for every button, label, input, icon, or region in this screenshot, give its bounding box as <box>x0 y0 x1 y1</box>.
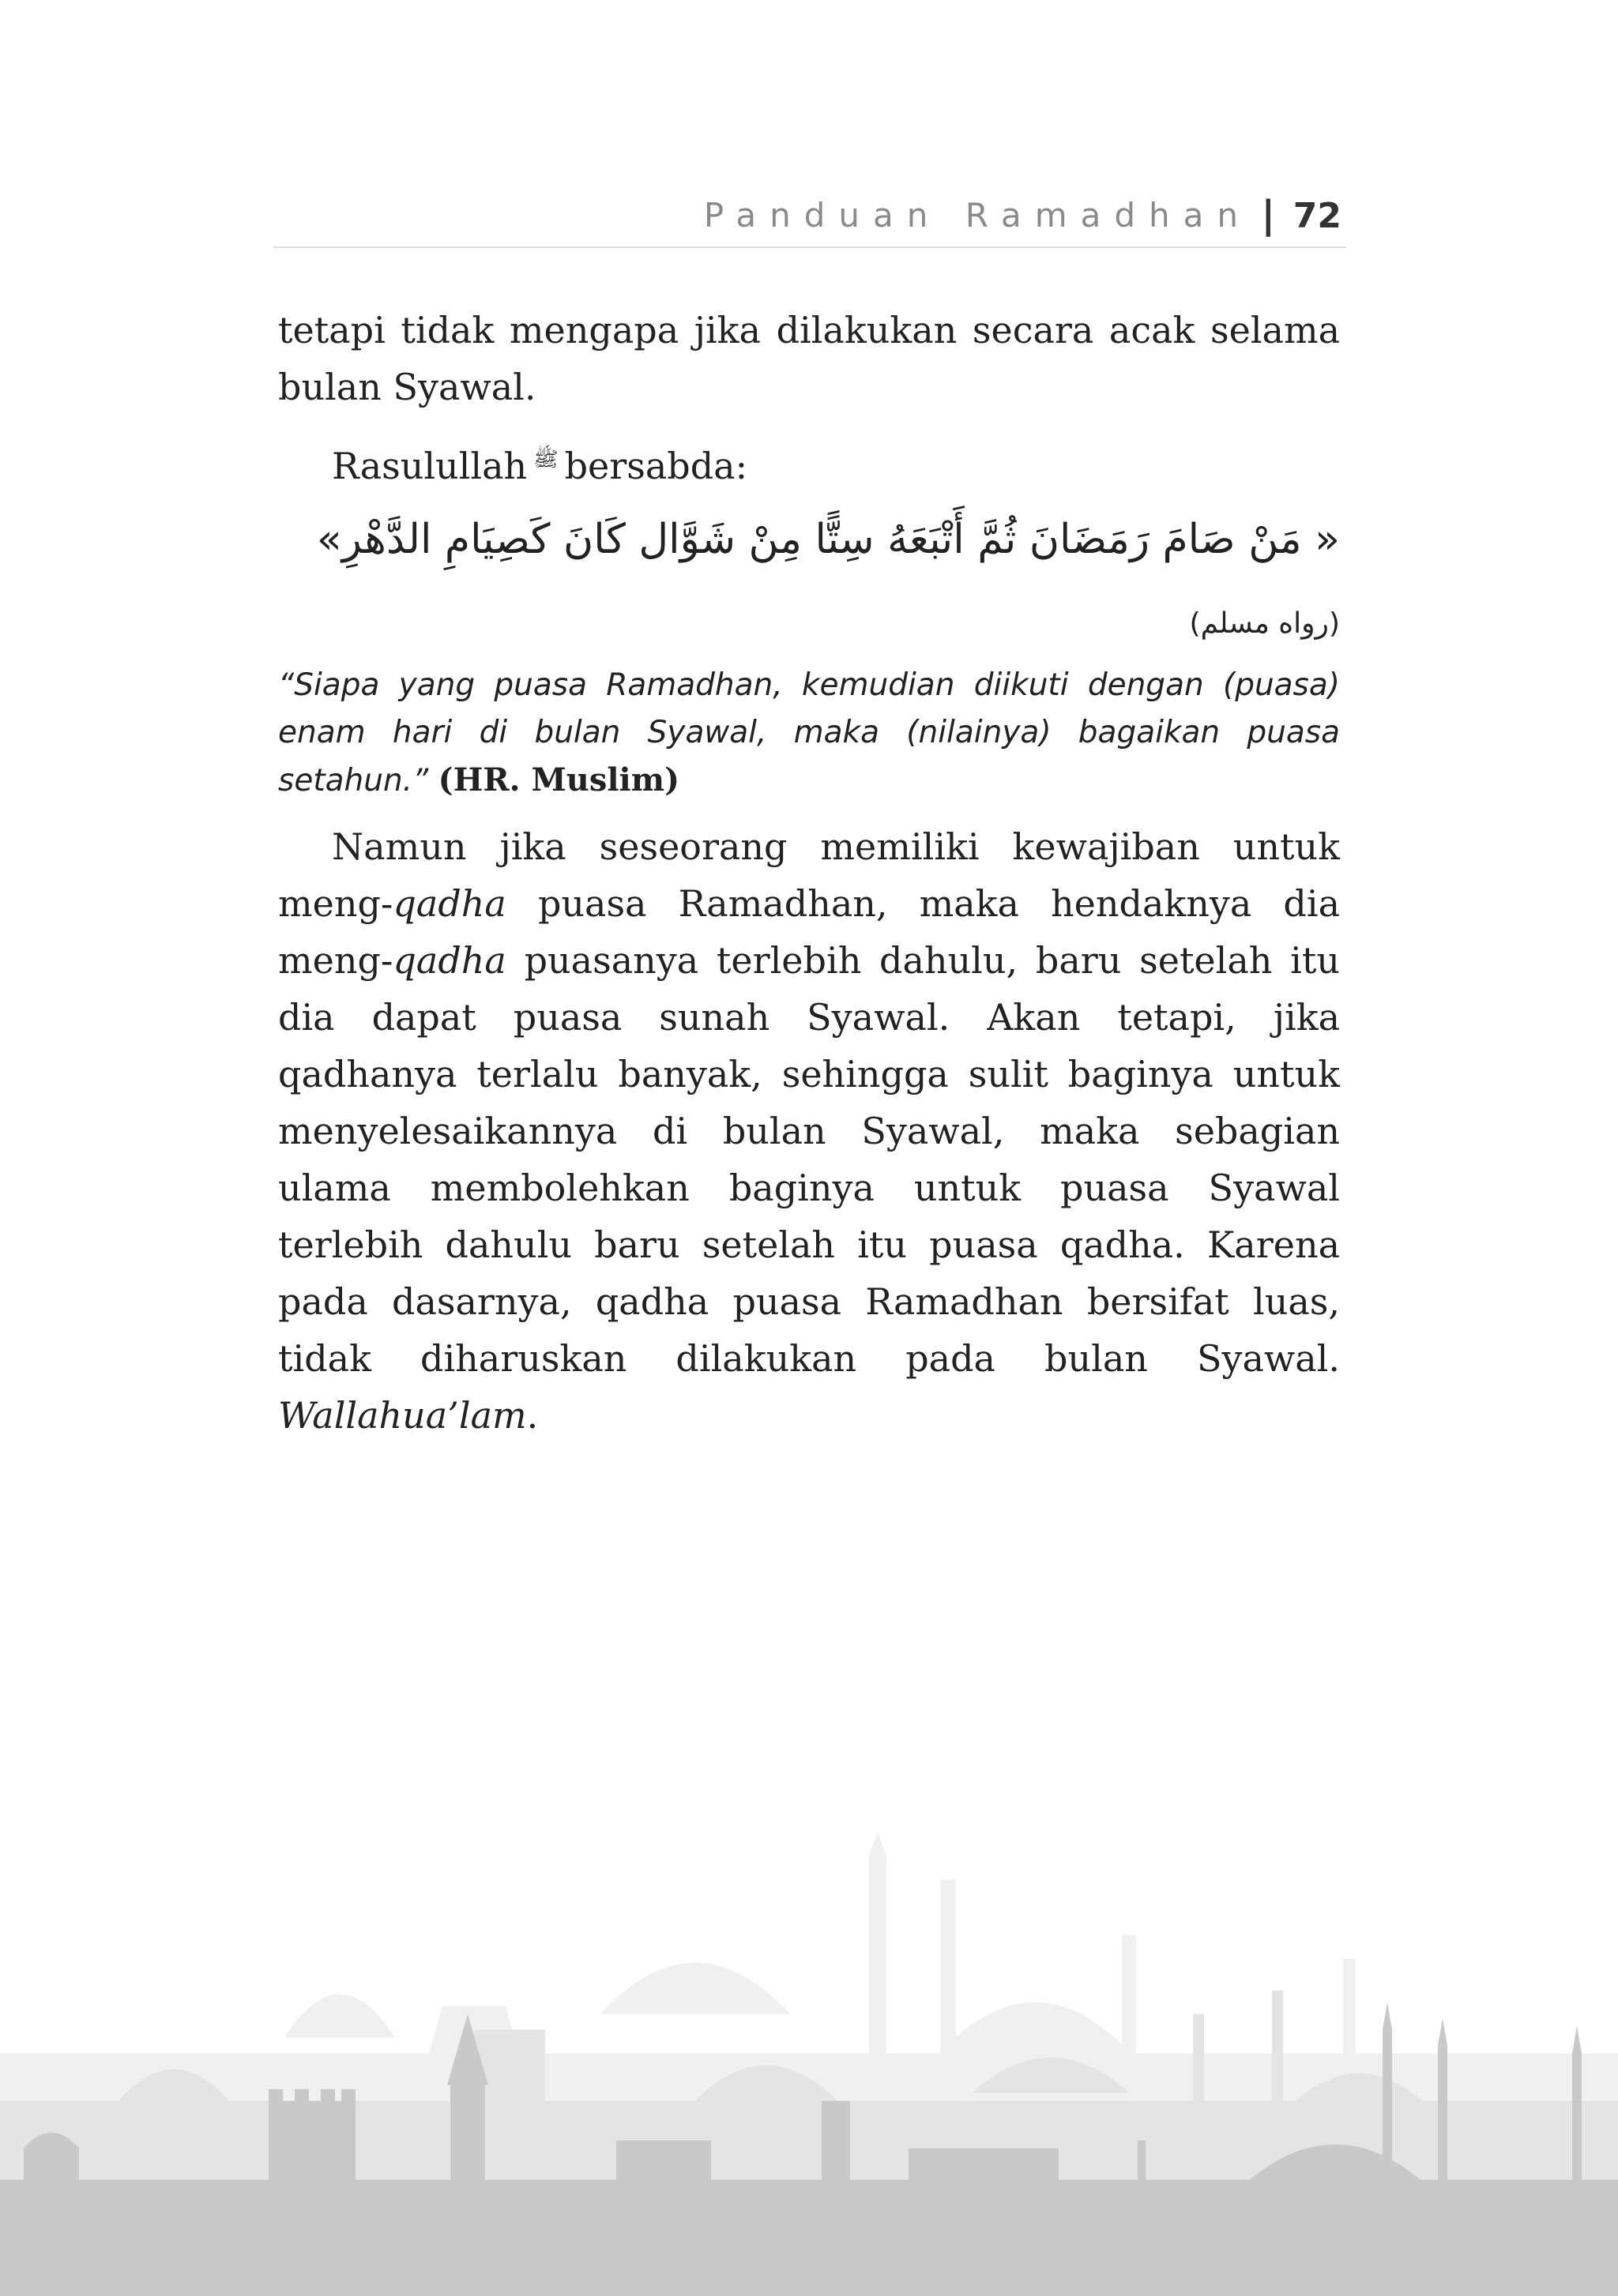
body-line-4: dia dapat puasa sunah Syawal. Akan tetapi, jika <box>278 996 1340 1039</box>
hadith-lead-verb: bersabda: <box>564 445 748 487</box>
body-fragment: puasanya terlebih dahulu, baru setelah itu <box>506 939 1340 982</box>
body-line-11 <box>278 1387 1340 1444</box>
header-separator: | <box>1261 193 1275 237</box>
salawat-glyph: ﷺ <box>533 448 559 472</box>
body-line-5: qadhanya terlalu banyak, sehingga sulit baginya untuk <box>278 1053 1340 1095</box>
body-fragment: meng- <box>278 882 393 925</box>
translation-text: “Siapa yang puasa Ramadhan, kemudian diikuti dengan (puasa) enam hari di bulan Syawal, maka (nilainya) bagaikan puasa setahun.” <box>278 667 1340 799</box>
italic-term: qadha <box>393 939 506 982</box>
translation-source: (HR. Muslim) <box>438 761 680 799</box>
closing-phrase: Wallahua’lam <box>278 1394 527 1437</box>
body-fragment: . <box>526 1394 539 1437</box>
body-line-1: Namun jika seseorang memiliki kewajiban untuk <box>332 825 1340 868</box>
book-title: Panduan Ramadhan <box>703 196 1251 235</box>
italic-term: qadha <box>393 882 506 925</box>
hadith-translation <box>278 662 1340 805</box>
city-skyline-illustration <box>0 1832 1618 2296</box>
body-line-8: terlebih dahulu baru setelah itu puasa qadha. Karena <box>278 1223 1340 1266</box>
body-fragment: meng- <box>278 939 393 982</box>
body-line-7: ulama membolehkan baginya untuk puasa Syawal <box>278 1167 1340 1209</box>
page-number: 72 <box>1293 196 1341 236</box>
body-line-3 <box>278 932 1340 989</box>
body-line-6: menyelesaikannya di bulan Syawal, maka sebagian <box>278 1110 1340 1152</box>
body-line-2 <box>278 875 1340 932</box>
intro-line-2: bulan Syawal. <box>278 366 536 408</box>
intro-line-1: tetapi tidak mengapa jika dilakukan secara acak selama <box>278 309 1340 351</box>
body-line-9: pada dasarnya, qadha puasa Ramadhan bersifat luas, <box>278 1280 1340 1323</box>
page-header <box>273 190 1346 248</box>
body-line-10: tidak diharuskan dilakukan pada bulan Syawal. <box>278 1337 1340 1380</box>
hadith-arabic-source: (رواه مسلم) <box>1189 607 1340 640</box>
hadith-lead <box>332 431 1394 494</box>
hadith-lead-name: Rasulullah <box>332 445 528 487</box>
body-fragment: puasa Ramadhan, maka hendaknya dia <box>506 882 1340 925</box>
hadith-arabic: « مَنْ صَامَ رَمَضَانَ ثُمَّ أَتْبَعَهُ سِتًّا مِنْ شَوَّال كَانَ كَصِيَامِ الدَّهْرِ» <box>316 516 1340 563</box>
